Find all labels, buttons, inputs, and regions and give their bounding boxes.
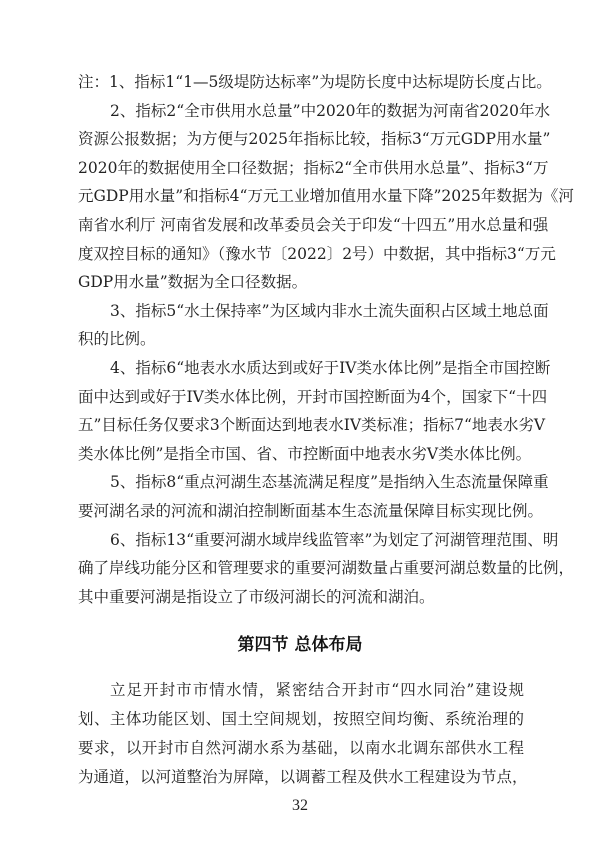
note-line: 其中重要河湖是指设立了市级河湖长的河流和湖泊。 [78, 587, 435, 606]
note-line: 积的比例。 [78, 330, 156, 349]
note-line: 确了岸线功能分区和管理要求的重要河湖数量占重要河湖总数量的比例， [78, 559, 575, 578]
section-heading: 第四节 总体布局 [237, 635, 363, 655]
note-line: GDP用水量”数据为全口径数据。 [78, 273, 308, 292]
note-line: 南省水利厅 河南省发展和改革委员会关于印发“十四五”用水总量和强 [78, 216, 549, 234]
body-line: 划、主体功能区划、国土空间规划，按照空间均衡、系统治理的 [78, 710, 524, 728]
page-number: 32 [292, 797, 308, 814]
note-line: 3、指标5“水土保持率”为区域内非水土流失面积占区域土地总面 [110, 301, 549, 320]
note-line: 5、指标8“重点河湖生态基流满足程度”是指纳入生态流量保障重 [110, 473, 549, 492]
note-line: 资源公报数据；为方便与2025年指标比较，指标3“万元GDP用水量” [78, 130, 551, 149]
note-line: 类水体比例”是指全市国、省、市控断面中地表水劣V类水体比例。 [78, 444, 532, 463]
body-line: 立足开封市市情水情，紧密结合开封市“四水同治”建设规 [110, 681, 524, 699]
note-line: 度双控目标的通知》（豫水节〔2022〕2号）中数据，其中指标3“万元 [78, 244, 556, 263]
note-line: 4、指标6“地表水水质达到或好于IV类水体比例”是指全市国控断 [110, 359, 551, 377]
note-line: 元GDP用水量”和指标4“万元工业增加值用水量下降”2025年数据为《河 [78, 187, 574, 206]
note-line: 注：1、指标1“1—5级堤防达标率”为堤防长度中达标堤防长度占比。 [78, 73, 552, 91]
note-line: 要河湖名录的河流和湖泊控制断面基本生态流量保障目标实现比例。 [78, 502, 544, 520]
note-line: 2020年的数据使用全口径数据；指标2“全市供用水总量”、指标3“万 [78, 158, 549, 177]
note-line: 6、指标13“重要河湖水域岸线监管率”为划定了河湖管理范围、明 [110, 530, 559, 549]
note-line: 五”目标任务仅要求3个断面达到地表水IV类标准；指标7“地表水劣V [78, 416, 546, 435]
body-line: 要求，以开封市自然河湖水系为基础，以南水北调东部供水工程 [78, 739, 524, 757]
note-line: 面中达到或好于IV类水体比例，开封市国控断面为4个，国家下“十四 [78, 387, 548, 406]
body-line: 为通道，以河道整治为屏障，以调蓄工程及供水工程建设为节点， [78, 768, 528, 786]
note-line: 2、指标2“全市供用水总量”中2020年的数据为河南省2020年水 [110, 101, 550, 120]
